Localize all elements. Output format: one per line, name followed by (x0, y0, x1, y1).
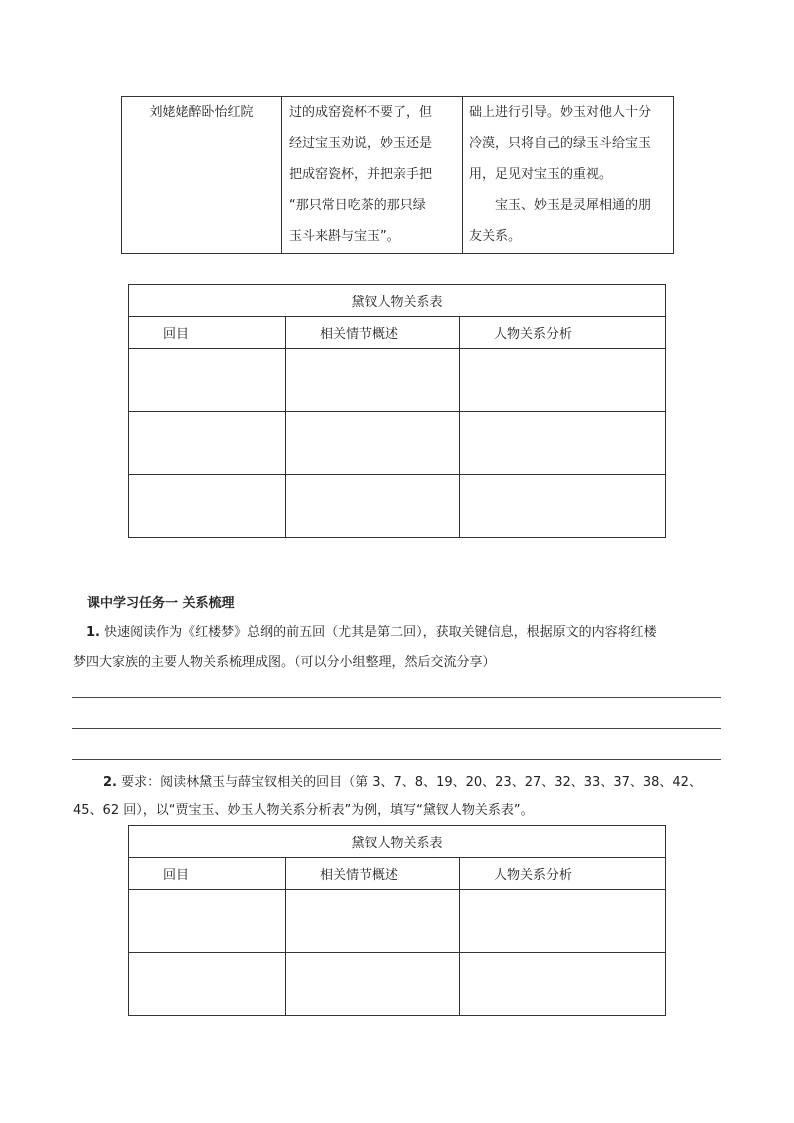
answer-cell[interactable] (286, 412, 460, 475)
answer-cell[interactable] (460, 349, 666, 412)
table-title: 黛钗人物关系表 (129, 826, 666, 858)
plot-cell (282, 97, 463, 254)
question-2-text: 要求：阅读林黛玉与薛宝钗相关的回目（第 3、7、8、19、20、23、27、32、33、37、38、42、 (121, 775, 702, 790)
analysis-line: 冷漠，只将自己的绿玉斗给宝玉 (469, 136, 652, 151)
chapter-text: 刘姥姥醉卧怡红院 (149, 105, 254, 120)
plot-line: 经过宝玉劝说，妙玉还是 (289, 136, 433, 151)
plot-line: 把成窑瓷杯，并把亲手把 (289, 167, 433, 182)
miaoyu-relation-table-continuation (121, 96, 674, 254)
header-analysis: 人物关系分析 (460, 317, 666, 349)
answer-cell[interactable] (286, 475, 460, 538)
answer-cell[interactable] (460, 412, 666, 475)
daichai-relation-table-1 (128, 284, 666, 538)
daichai-relation-table-2 (128, 825, 666, 1016)
question-1-line-2: 梦四大家族的主要人物关系梳理成图。（可以分小组整理，然后交流分享） (73, 655, 496, 670)
header-plot: 相关情节概述 (286, 317, 460, 349)
analysis-line: 础上进行引导。妙玉对他人十分 (469, 105, 652, 120)
header-chapter: 回目 (129, 858, 286, 890)
analysis-cell (463, 97, 674, 254)
question-1-text: 快速阅读作为《红楼梦》总纲的前五回（尤其是第二回），获取关键信息，根据原文的内容将红楼 (104, 625, 657, 640)
answer-line[interactable] (72, 759, 721, 760)
chapter-cell (122, 97, 282, 254)
analysis-line: 用，足见对宝玉的重视。 (469, 167, 613, 182)
question-2-number: 2. (103, 775, 117, 790)
answer-line[interactable] (72, 697, 721, 698)
answer-cell[interactable] (129, 412, 286, 475)
question-2-line-1 (103, 771, 702, 790)
question-1-number: 1. (86, 625, 100, 640)
header-analysis: 人物关系分析 (460, 858, 666, 890)
plot-line: 玉斗来斟与宝玉”。 (289, 229, 400, 244)
answer-cell[interactable] (286, 890, 460, 953)
answer-cell[interactable] (460, 953, 666, 1016)
header-plot: 相关情节概述 (286, 858, 460, 890)
header-chapter: 回目 (129, 317, 286, 349)
plot-line: “那只常日吃茶的那只绿 (289, 198, 426, 213)
answer-cell[interactable] (460, 475, 666, 538)
answer-cell[interactable] (129, 349, 286, 412)
answer-cell[interactable] (286, 953, 460, 1016)
answer-cell[interactable] (129, 953, 286, 1016)
answer-cell[interactable] (129, 890, 286, 953)
analysis-line: 宝玉、妙玉是灵犀相通的朋 (495, 198, 652, 213)
task-title: 课中学习任务一 关系梳理 (87, 596, 235, 611)
answer-cell[interactable] (129, 475, 286, 538)
question-2-line-2: 45、62 回），以“贾宝玉、妙玉人物关系分析表”为例，填写“黛钗人物关系表”。 (73, 803, 534, 818)
table-title: 黛钗人物关系表 (129, 285, 666, 317)
answer-line[interactable] (72, 728, 721, 729)
question-1-line-1 (86, 621, 657, 640)
answer-cell[interactable] (286, 349, 460, 412)
plot-line: 过的成窑瓷杯不要了，但 (289, 105, 433, 120)
answer-cell[interactable] (460, 890, 666, 953)
analysis-line: 友关系。 (469, 229, 522, 244)
